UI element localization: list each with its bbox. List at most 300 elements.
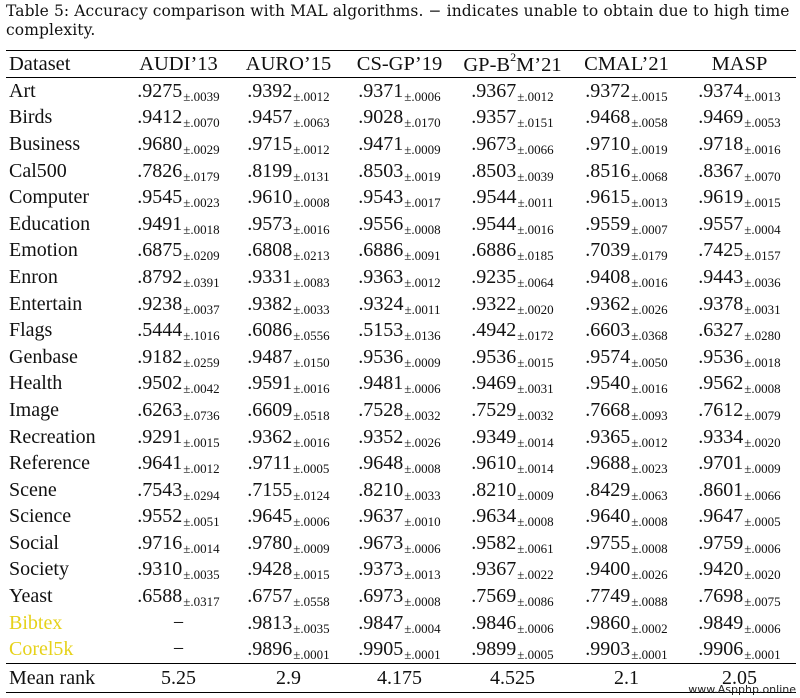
table-row <box>6 184 796 211</box>
mean-value: .9905 <box>358 638 404 661</box>
cell-csgp <box>344 238 455 265</box>
std-value: ±.0012 <box>293 141 330 157</box>
mean-value: .9544 <box>471 186 517 209</box>
mean-value: .9680 <box>137 132 183 155</box>
table-row <box>6 450 796 477</box>
mean-value: .9557 <box>698 212 744 235</box>
mean-value: .9701 <box>698 452 744 475</box>
mean-value: .9373 <box>358 558 404 581</box>
mean-value: .7698 <box>698 585 744 608</box>
cell-masp <box>683 371 796 398</box>
std-value: ±.0066 <box>744 487 781 503</box>
std-value: ±.0053 <box>744 115 781 131</box>
cell-csgp <box>344 371 455 398</box>
mean-value: .8429 <box>585 478 631 501</box>
mean-value: .9349 <box>471 425 517 448</box>
cell-masp <box>683 530 796 557</box>
mean-value: .9028 <box>358 106 404 129</box>
std-value: ±.0006 <box>404 88 441 104</box>
std-value: ±.0019 <box>404 168 441 184</box>
mean-value: .9556 <box>358 212 404 235</box>
std-value: ±.0736 <box>183 407 220 423</box>
std-value: ±.0093 <box>631 407 668 423</box>
cell-masp <box>683 105 796 132</box>
mean-value: .9400 <box>585 558 631 581</box>
cell-auro <box>233 530 344 557</box>
cell-masp <box>683 397 796 424</box>
std-value: ±.0172 <box>517 328 554 344</box>
std-value: ±.0006 <box>744 540 781 556</box>
table-row <box>6 264 796 291</box>
std-value: ±.0070 <box>744 168 781 184</box>
std-value: ±.0009 <box>404 141 441 157</box>
mean-value: .9487 <box>247 345 293 368</box>
header-auro: AURO’15 <box>245 52 332 75</box>
std-value: ±.0015 <box>183 434 220 450</box>
std-value: ±.0020 <box>517 301 554 317</box>
std-value: ±.0063 <box>631 487 668 503</box>
std-value: ±.0023 <box>631 461 668 477</box>
mean-value: .9367 <box>471 79 517 102</box>
std-value: ±.0016 <box>631 274 668 290</box>
header-gpb2m-prefix: GP-B <box>463 53 511 76</box>
mean-value: .9334 <box>698 425 744 448</box>
header-masp: MASP <box>711 52 768 75</box>
cell-masp <box>683 504 796 531</box>
std-value: ±.0012 <box>293 88 330 104</box>
std-value: ±.0317 <box>183 594 220 610</box>
cell-csgp <box>344 397 455 424</box>
mean-value: − <box>172 638 185 661</box>
mean-value: .9640 <box>585 505 631 528</box>
dataset-name: Education <box>9 212 91 235</box>
table-row <box>6 158 796 185</box>
std-value: ±.0008 <box>404 221 441 237</box>
std-value: ±.0005 <box>744 514 781 530</box>
mean-value: .9716 <box>137 531 183 554</box>
mean-value: .7039 <box>585 239 631 262</box>
mean-value: .8199 <box>247 159 293 182</box>
std-value: ±.0086 <box>517 594 554 610</box>
mean-value: .9371 <box>358 79 404 102</box>
mean-value: .9610 <box>247 186 293 209</box>
std-value: ±.0066 <box>517 141 554 157</box>
std-value: ±.0011 <box>517 195 554 211</box>
std-value: ±.0031 <box>517 381 554 397</box>
mean-value: .9846 <box>471 611 517 634</box>
mean-value: .9615 <box>585 186 631 209</box>
cell-masp <box>683 610 796 637</box>
cell-auro <box>233 344 344 371</box>
cell-gpb2m <box>455 105 570 132</box>
cell-masp <box>683 158 796 185</box>
mean-value: .9408 <box>585 265 631 288</box>
mean-value: .9540 <box>585 372 631 395</box>
std-value: ±.0039 <box>517 168 554 184</box>
mean-value: .9372 <box>585 79 631 102</box>
cell-audi <box>124 636 233 663</box>
std-value: ±.0075 <box>744 594 781 610</box>
cell-csgp <box>344 557 455 584</box>
mean-value: .9718 <box>698 132 744 155</box>
mean-value: .9362 <box>247 425 293 448</box>
mean-value: .9619 <box>698 186 744 209</box>
std-value: ±.0157 <box>744 248 781 264</box>
cell-cmal <box>570 158 683 185</box>
std-value: ±.0006 <box>404 540 441 556</box>
cell-gpb2m <box>455 291 570 318</box>
cell-csgp <box>344 450 455 477</box>
std-value: ±.0518 <box>293 407 330 423</box>
mean-value: .9481 <box>358 372 404 395</box>
std-value: ±.0004 <box>404 620 441 636</box>
mean-value: .6609 <box>247 398 293 421</box>
mean-value: .8601 <box>698 478 744 501</box>
std-value: ±.0009 <box>293 540 330 556</box>
std-value: ±.0391 <box>183 274 220 290</box>
cell-auro <box>233 238 344 265</box>
mean-value: .9235 <box>471 265 517 288</box>
dataset-name: Enron <box>9 265 58 288</box>
cell-masp <box>683 131 796 158</box>
std-value: ±.0019 <box>631 141 668 157</box>
table-row <box>6 504 796 531</box>
std-value: ±.0064 <box>517 274 554 290</box>
cell-csgp <box>344 424 455 451</box>
std-value: ±.0294 <box>183 487 220 503</box>
mean-value: .7155 <box>247 478 293 501</box>
std-value: ±.1016 <box>183 328 220 344</box>
dataset-name: Business <box>9 132 81 155</box>
mean-value: .8792 <box>137 265 183 288</box>
mean-value: .9544 <box>471 212 517 235</box>
mean-value: .9573 <box>247 212 293 235</box>
mean-value: .9468 <box>585 106 631 129</box>
table-row <box>6 424 796 451</box>
std-value: ±.0008 <box>404 461 441 477</box>
dataset-name: Social <box>9 531 59 554</box>
dataset-name: Science <box>9 505 72 528</box>
mean-value: .9420 <box>698 558 744 581</box>
mean-value: .9648 <box>358 452 404 475</box>
dataset-name: Yeast <box>9 585 53 608</box>
cell-auro <box>233 291 344 318</box>
mean-value: .9362 <box>585 292 631 315</box>
cell-masp <box>683 291 796 318</box>
cell-csgp <box>344 610 455 637</box>
std-value: ±.0005 <box>517 647 554 663</box>
cell-masp <box>683 636 796 663</box>
std-value: ±.0033 <box>293 301 330 317</box>
mean-value: .9428 <box>247 558 293 581</box>
std-value: ±.0091 <box>404 248 441 264</box>
mean-value: .9715 <box>247 132 293 155</box>
mean-rank-auro: 2.9 <box>276 666 301 689</box>
cell-cmal <box>570 105 683 132</box>
mean-value: .6808 <box>247 239 293 262</box>
mean-value: .7749 <box>585 585 631 608</box>
watermark: www.Aspphp.online <box>688 683 796 696</box>
cell-auro <box>233 610 344 637</box>
mean-value: .9536 <box>471 345 517 368</box>
std-value: ±.0179 <box>183 168 220 184</box>
mean-rank-cmal: 2.1 <box>614 666 639 689</box>
header-gpb2m-superscript: 2 <box>510 49 517 64</box>
cell-gpb2m <box>455 530 570 557</box>
mean-value: .9559 <box>585 212 631 235</box>
std-value: ±.0088 <box>631 594 668 610</box>
header-audi: AUDI’13 <box>139 52 218 75</box>
mean-value: .8503 <box>358 159 404 182</box>
std-value: ±.0050 <box>631 354 668 370</box>
mean-value: .9352 <box>358 425 404 448</box>
cell-audi <box>124 477 233 504</box>
mean-value: .9412 <box>137 106 183 129</box>
cell-gpb2m <box>455 610 570 637</box>
dataset-name: Health <box>9 372 63 395</box>
cell-csgp <box>344 504 455 531</box>
cell-audi <box>124 610 233 637</box>
std-value: ±.0039 <box>183 88 220 104</box>
mean-value: .9536 <box>698 345 744 368</box>
mean-value: .8503 <box>471 159 517 182</box>
cell-auro <box>233 477 344 504</box>
std-value: ±.0558 <box>293 594 330 610</box>
std-value: ±.0026 <box>404 434 441 450</box>
cell-gpb2m <box>455 477 570 504</box>
std-value: ±.0036 <box>744 274 781 290</box>
cell-csgp <box>344 530 455 557</box>
std-value: ±.0150 <box>293 354 330 370</box>
std-value: ±.0006 <box>404 381 441 397</box>
cell-csgp <box>344 264 455 291</box>
mean-value: .8210 <box>358 478 404 501</box>
cell-gpb2m <box>455 78 570 105</box>
std-value: ±.0015 <box>517 354 554 370</box>
mean-value: .9710 <box>585 132 631 155</box>
std-value: ±.0018 <box>744 354 781 370</box>
cell-cmal <box>570 424 683 451</box>
std-value: ±.0051 <box>183 514 220 530</box>
std-value: ±.0008 <box>293 195 330 211</box>
mean-rank-masp: 2.05 <box>722 666 757 689</box>
mean-rank-label: Mean rank <box>9 666 96 689</box>
mean-value: .9382 <box>247 292 293 315</box>
mean-value: .7543 <box>137 478 183 501</box>
std-value: ±.0136 <box>404 328 441 344</box>
cell-gpb2m <box>455 238 570 265</box>
cell-audi <box>124 131 233 158</box>
cell-masp <box>683 211 796 238</box>
cell-cmal <box>570 397 683 424</box>
std-value: ±.0079 <box>744 407 781 423</box>
dataset-name: Corel5k <box>9 638 74 661</box>
cell-auro <box>233 636 344 663</box>
mean-value: .9634 <box>471 505 517 528</box>
mean-value: .9641 <box>137 452 183 475</box>
table-row <box>6 238 796 265</box>
std-value: ±.0018 <box>183 221 220 237</box>
cell-cmal <box>570 636 683 663</box>
std-value: ±.0006 <box>744 620 781 636</box>
cell-cmal <box>570 504 683 531</box>
cell-gpb2m <box>455 636 570 663</box>
dataset-name: Image <box>9 398 59 421</box>
std-value: ±.0185 <box>517 248 554 264</box>
cell-csgp <box>344 636 455 663</box>
cell-audi <box>124 504 233 531</box>
cell-csgp <box>344 184 455 211</box>
mean-value: .6603 <box>585 319 631 342</box>
cell-audi <box>124 158 233 185</box>
cell-auro <box>233 264 344 291</box>
std-value: ±.0012 <box>404 274 441 290</box>
mean-value: .9755 <box>585 531 631 554</box>
std-value: ±.0017 <box>404 195 441 211</box>
mean-rank-csgp: 4.175 <box>377 666 422 689</box>
header-cmal: CMAL’21 <box>584 52 669 75</box>
mean-value: .9182 <box>137 345 183 368</box>
std-value: ±.0020 <box>744 567 781 583</box>
cell-audi <box>124 397 233 424</box>
cell-masp <box>683 344 796 371</box>
std-value: ±.0032 <box>404 407 441 423</box>
std-value: ±.0009 <box>404 354 441 370</box>
mean-value: .8210 <box>471 478 517 501</box>
cell-csgp <box>344 291 455 318</box>
cell-masp <box>683 317 796 344</box>
mean-value: .9759 <box>698 531 744 554</box>
mean-value: .9711 <box>247 452 292 475</box>
cell-cmal <box>570 131 683 158</box>
table-row <box>6 344 796 371</box>
std-value: ±.0179 <box>631 248 668 264</box>
dataset-name: Art <box>9 79 36 102</box>
cell-gpb2m <box>455 583 570 610</box>
table-row <box>6 583 796 610</box>
mean-value: .9637 <box>358 505 404 528</box>
mean-value: .9291 <box>137 425 183 448</box>
mean-value: .9582 <box>471 531 517 554</box>
cell-auro <box>233 131 344 158</box>
mean-value: .9673 <box>358 531 404 554</box>
std-value: ±.0013 <box>744 88 781 104</box>
cell-auro <box>233 105 344 132</box>
cell-auro <box>233 184 344 211</box>
mean-value: .7529 <box>471 398 517 421</box>
mean-value: .8367 <box>698 159 744 182</box>
cell-cmal <box>570 583 683 610</box>
cell-gpb2m <box>455 450 570 477</box>
cell-auro <box>233 371 344 398</box>
mean-value: .9645 <box>247 505 293 528</box>
std-value: ±.0016 <box>631 381 668 397</box>
table-row <box>6 371 796 398</box>
std-value: ±.0008 <box>404 594 441 610</box>
cell-audi <box>124 583 233 610</box>
cell-cmal <box>570 530 683 557</box>
std-value: ±.0002 <box>631 620 668 636</box>
cell-csgp <box>344 131 455 158</box>
std-value: ±.0016 <box>293 381 330 397</box>
table-row <box>6 105 796 132</box>
std-value: ±.0001 <box>293 647 330 663</box>
std-value: ±.0016 <box>744 141 781 157</box>
std-value: ±.0058 <box>631 115 668 131</box>
table-row <box>6 78 796 105</box>
dataset-name: Emotion <box>9 239 78 262</box>
mean-value: .9847 <box>358 611 404 634</box>
mean-value: .6757 <box>247 585 293 608</box>
cell-auro <box>233 78 344 105</box>
mean-value: .9860 <box>585 611 631 634</box>
cell-masp <box>683 583 796 610</box>
cell-audi <box>124 450 233 477</box>
mean-value: .9238 <box>137 292 183 315</box>
std-value: ±.0012 <box>631 434 668 450</box>
mean-value: − <box>172 611 185 634</box>
cell-csgp <box>344 158 455 185</box>
cell-auro <box>233 317 344 344</box>
std-value: ±.0011 <box>404 301 441 317</box>
std-value: ±.0014 <box>517 461 554 477</box>
cell-cmal <box>570 344 683 371</box>
cell-audi <box>124 317 233 344</box>
std-value: ±.0068 <box>631 168 668 184</box>
mean-value: .9502 <box>137 372 183 395</box>
cell-audi <box>124 184 233 211</box>
dataset-name: Flags <box>9 319 53 342</box>
mean-value: .7668 <box>585 398 631 421</box>
std-value: ±.0001 <box>404 647 441 663</box>
cell-csgp <box>344 78 455 105</box>
cell-csgp <box>344 317 455 344</box>
mean-value: .6588 <box>137 585 183 608</box>
mean-value: .9610 <box>471 452 517 475</box>
cell-audi <box>124 264 233 291</box>
mean-value: .9367 <box>471 558 517 581</box>
cell-auro <box>233 583 344 610</box>
cell-auro <box>233 424 344 451</box>
mean-rank-gpb2m: 4.525 <box>490 666 535 689</box>
mean-value: .7425 <box>698 239 744 262</box>
std-value: ±.0035 <box>183 567 220 583</box>
std-value: ±.0556 <box>293 328 330 344</box>
cell-gpb2m <box>455 504 570 531</box>
cell-csgp <box>344 583 455 610</box>
std-value: ±.0015 <box>293 567 330 583</box>
dataset-name: Computer <box>9 186 89 209</box>
std-value: ±.0131 <box>293 168 330 184</box>
cell-gpb2m <box>455 397 570 424</box>
cell-cmal <box>570 610 683 637</box>
mean-value: .9471 <box>358 132 404 155</box>
mean-rank-audi: 5.25 <box>161 666 196 689</box>
mean-value: .9896 <box>247 638 293 661</box>
mean-value: .9552 <box>137 505 183 528</box>
cell-masp <box>683 450 796 477</box>
mean-value: .9374 <box>698 79 744 102</box>
header-dataset: Dataset <box>9 52 71 75</box>
mean-value: .9469 <box>471 372 517 395</box>
cell-cmal <box>570 264 683 291</box>
std-value: ±.0151 <box>517 115 554 131</box>
cell-audi <box>124 211 233 238</box>
std-value: ±.0014 <box>517 434 554 450</box>
std-value: ±.0008 <box>631 514 668 530</box>
std-value: ±.0006 <box>293 514 330 530</box>
cell-cmal <box>570 184 683 211</box>
